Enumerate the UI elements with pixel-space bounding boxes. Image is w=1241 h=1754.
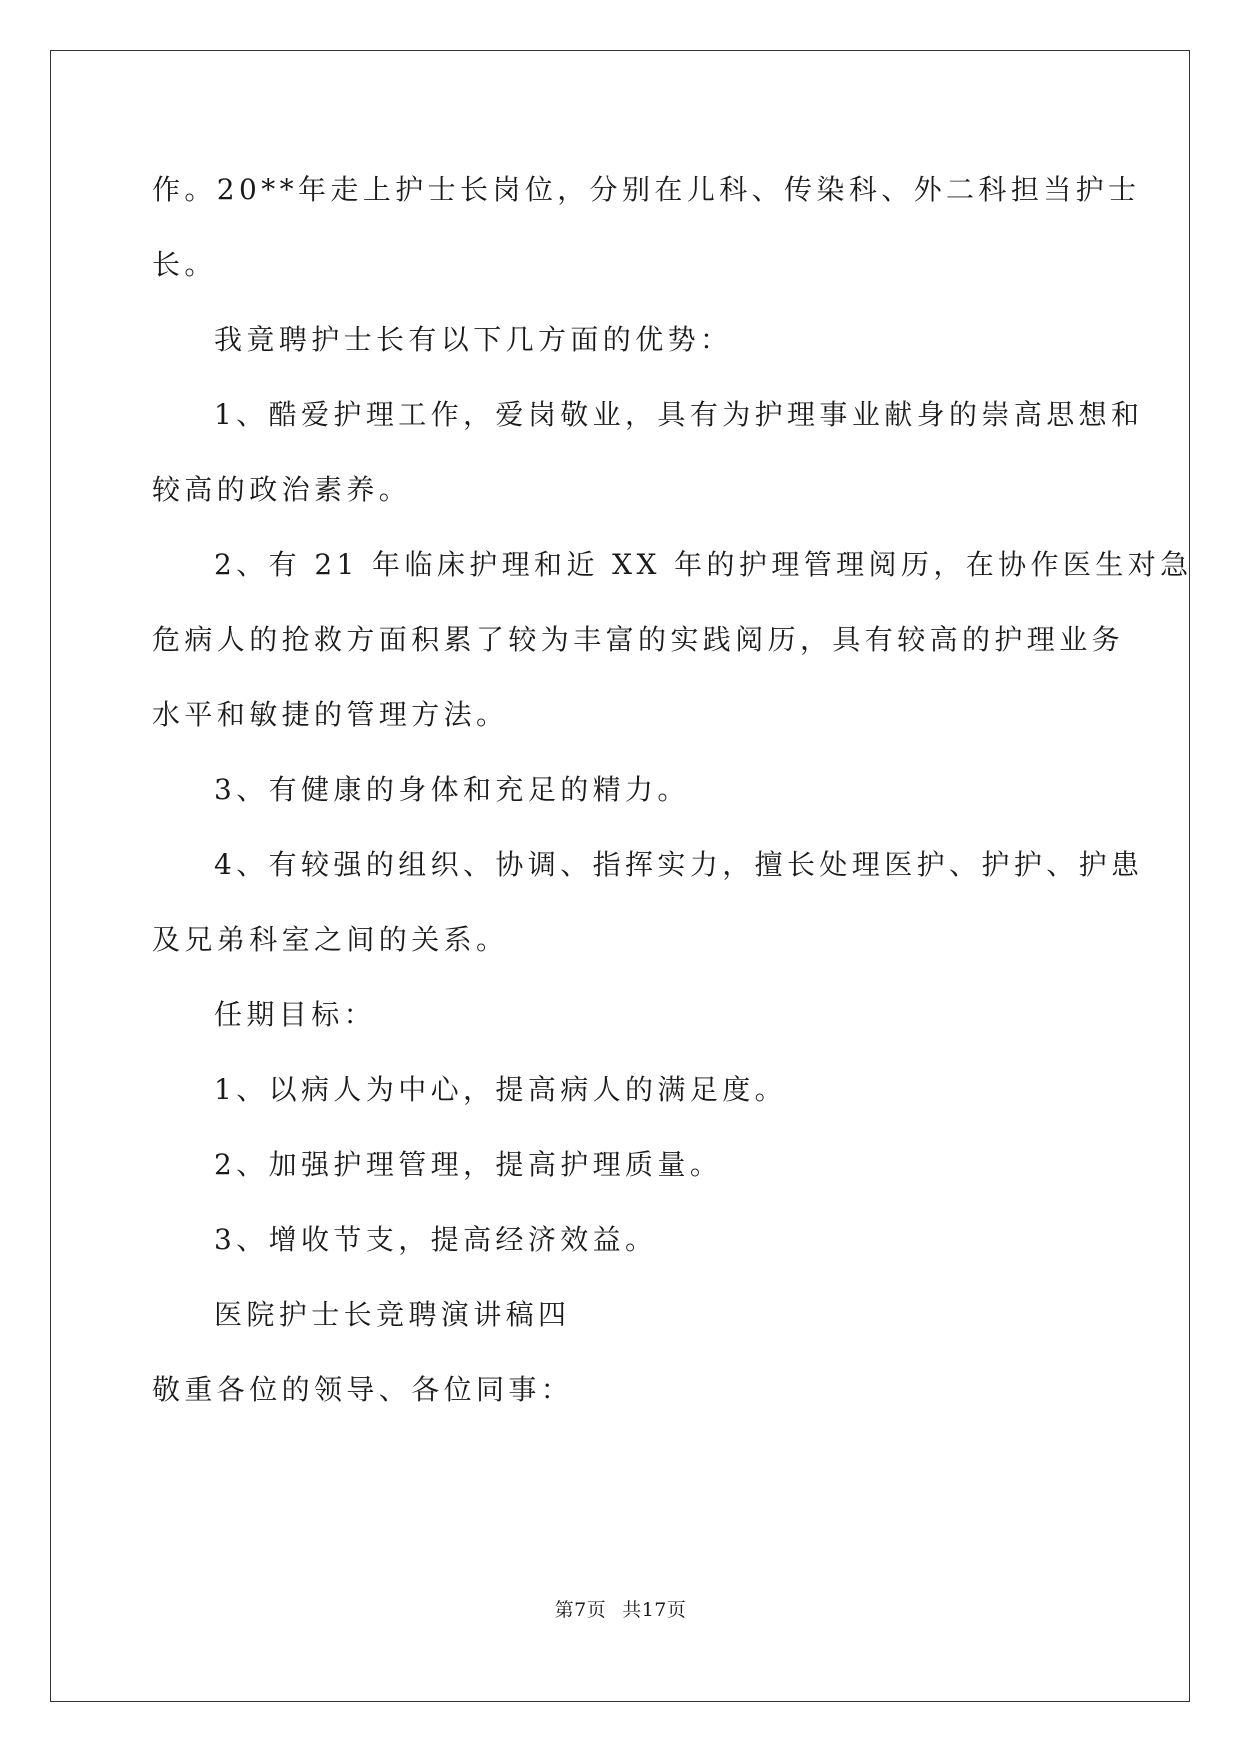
paragraph-line: 水平和敏捷的管理方法。 [152,698,509,731]
paragraph-line: 长。 [152,248,217,281]
page-number: 第7页 [554,1599,607,1621]
paragraph-line: 2、有 21 年临床护理和近 XX 年的护理管理阅历，在协作医生对急 [214,548,1193,581]
document-title: 医院护士长竞聘演讲稿四 [214,1298,571,1331]
paragraph-line: 作。20**年走上护士长岗位，分别在儿科、传染科、外二科担当护士 [152,173,1141,206]
paragraph-line: 1、酷爱护理工作，爱岗敬业，具有为护理事业献身的崇高思想和 [214,398,1144,431]
paragraph-line: 2、加强护理管理，提高护理质量。 [214,1148,723,1181]
paragraph-line: 4、有较强的组织、协调、指挥实力，擅长处理医护、护护、护患 [214,848,1144,881]
paragraph-line: 1、以病人为中心，提高病人的满足度。 [214,1073,788,1106]
paragraph-line: 我竟聘护士长有以下几方面的优势： [214,323,733,356]
paragraph-line: 3、增收节支，提高经济效益。 [214,1223,658,1256]
paragraph-line: 3、有健康的身体和充足的精力。 [214,773,690,806]
paragraph-line: 危病人的抢救方面积累了较为丰富的实践阅历，具有较高的护理业务 [152,623,1125,656]
page-footer [0,1598,1241,1622]
paragraph-line: 及兄弟科室之间的关系。 [152,923,509,956]
salutation: 敬重各位的领导、各位同事： [152,1373,574,1406]
total-pages: 共17页 [622,1599,687,1621]
paragraph-line: 较高的政治素养。 [152,473,412,506]
section-heading: 任期目标： [214,998,377,1031]
